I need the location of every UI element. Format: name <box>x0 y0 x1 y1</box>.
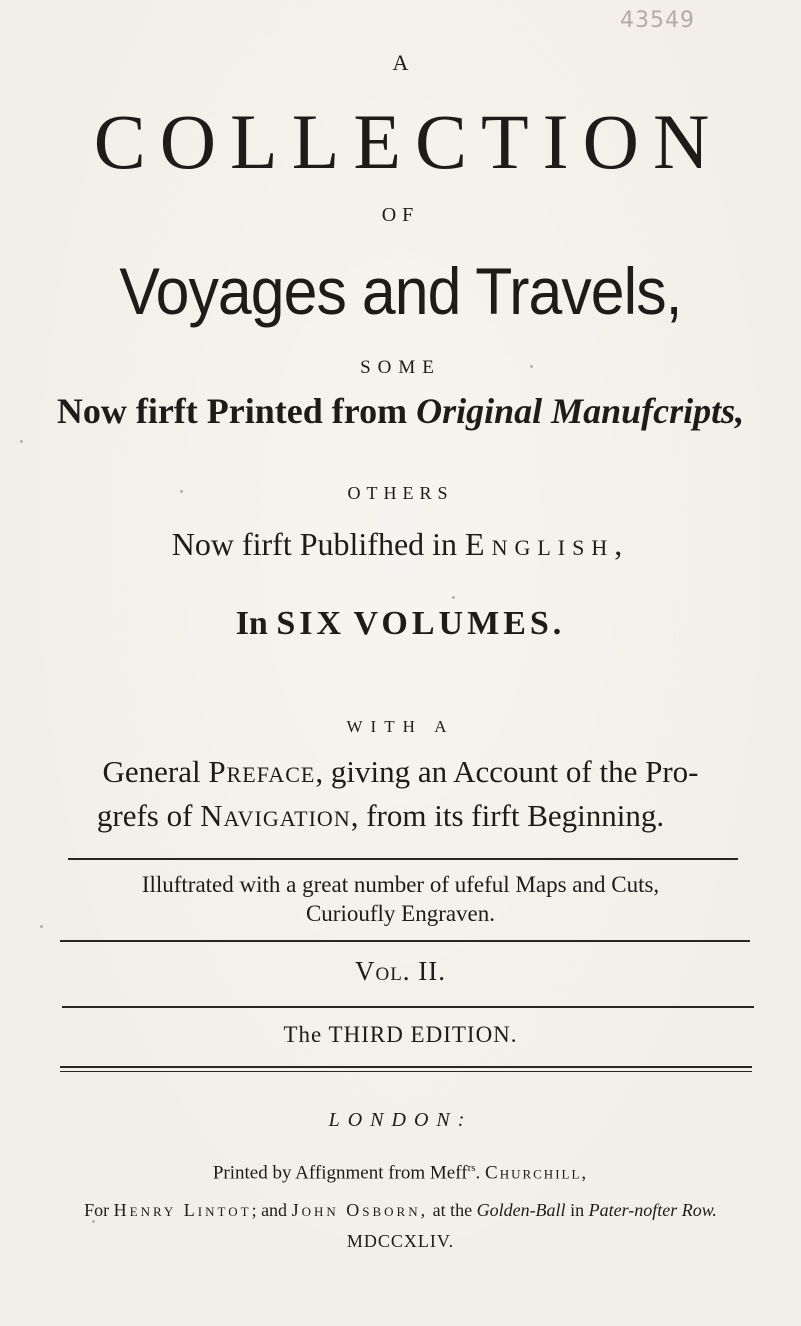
title-collection: COLLECTION <box>93 98 724 185</box>
printed-by-end: . <box>475 1162 486 1184</box>
john-osborn-text: John Osborn, <box>291 1200 429 1220</box>
paper-speck <box>92 1220 95 1223</box>
preface-text: Preface <box>208 754 316 789</box>
volume-text: Vol. II. <box>354 956 447 986</box>
and-text: ; and <box>251 1200 292 1220</box>
rule-4b <box>60 1071 752 1072</box>
grefs-of-text: grefs of <box>96 798 201 833</box>
printed-by-text: Printed by Affignment from Meff <box>212 1162 468 1184</box>
title-general-preface-line2 <box>0 800 781 831</box>
title-six-volumes <box>0 607 801 641</box>
volumes-prefix-text: In <box>235 605 277 642</box>
title-with-a: WITH A <box>346 717 455 736</box>
at-the-text: at the <box>428 1200 477 1220</box>
pater-noster-text: Pater-nofter Row. <box>588 1200 717 1220</box>
rule-2 <box>60 940 750 942</box>
printed-by-sup: rs <box>467 1162 476 1174</box>
title-some: SOME <box>360 357 441 378</box>
churchill-text: Churchill, <box>485 1162 589 1184</box>
title-now-first-published <box>0 528 801 560</box>
illustrated-line1: Illuftrated with a great number of ufeful Maps and Cuts, <box>141 872 660 897</box>
imprint-printed-by <box>0 1163 801 1182</box>
title-article: A <box>392 50 409 75</box>
rule-4a <box>60 1066 752 1068</box>
navigation-text: Navigation <box>200 798 351 833</box>
handwritten-shelfmark: 43549 <box>620 8 695 33</box>
paper-speck <box>180 490 183 493</box>
general-line1-rest-text: , giving an Account of the Pro- <box>315 754 699 789</box>
paper-speck <box>452 596 455 599</box>
rule-1 <box>68 858 738 860</box>
paper-speck <box>20 440 23 443</box>
in-text: in <box>565 1200 589 1220</box>
volumes-word-text: VOLUMES. <box>353 605 566 642</box>
volumes-six-text: SIX <box>276 605 346 642</box>
for-text: For <box>84 1200 114 1220</box>
title-general-preface-line1 <box>0 756 801 787</box>
imprint-date: MDCCXLIV. <box>346 1231 455 1251</box>
title-voyages-and-travels: Voyages and Travels, <box>119 254 682 328</box>
now-first-printed-text: Now firft Printed from <box>56 391 417 431</box>
imprint-london: LONDON: <box>328 1109 473 1131</box>
paper-speck <box>530 365 533 368</box>
golden-ball-text: Golden-Ball <box>476 1200 566 1220</box>
henry-lintot-text: Henry Lintot <box>113 1200 252 1220</box>
imprint-for-henry-lintot <box>0 1201 801 1219</box>
general-text: General <box>102 754 209 789</box>
rule-3 <box>62 1006 754 1008</box>
edition: The THIRD EDITION. <box>283 1022 518 1047</box>
original-manuscripts-text: Original Manufcripts, <box>416 391 745 431</box>
paper-speck <box>40 925 43 928</box>
general-line2-rest-text: , from its firft Beginning. <box>350 798 665 833</box>
volume-number <box>0 958 801 985</box>
english-text: English, <box>465 526 630 562</box>
illustrated-line2: Curioufly Engraven. <box>305 901 496 926</box>
published-prefix-text: Now firft Publifhed in <box>171 526 466 562</box>
title-now-first-printed <box>0 393 801 429</box>
title-others: OTHERS <box>347 483 454 503</box>
title-of: OF <box>381 204 420 226</box>
